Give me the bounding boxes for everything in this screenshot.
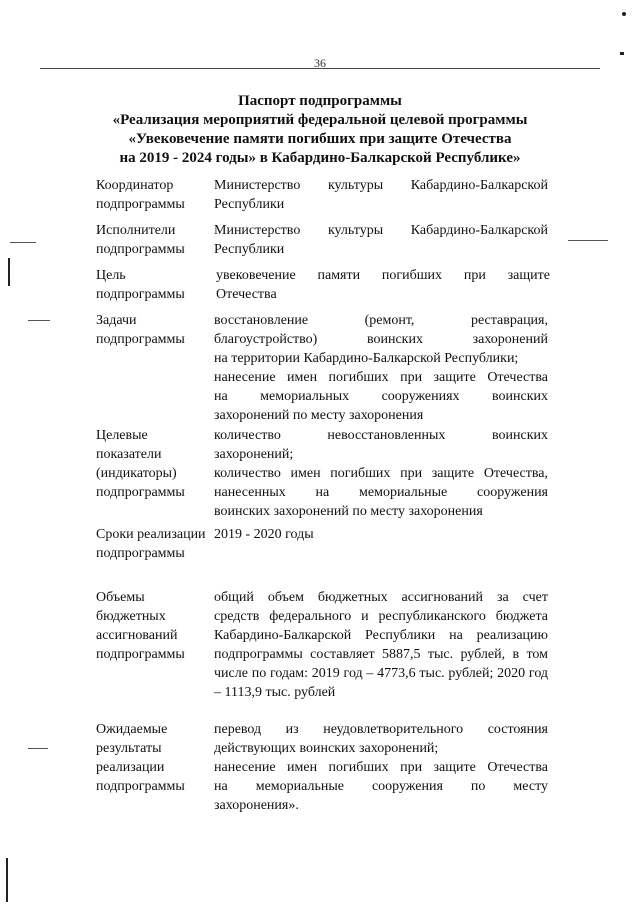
row-label: Целевые показатели (индикаторы) подпрограммы — [96, 428, 185, 500]
content-line: благоустройство) воинских захоронений — [214, 332, 548, 347]
row-label: Сроки реализации подпрограммы — [96, 527, 206, 561]
content-line: на мемориальные сооружения по месту — [214, 779, 548, 794]
content-line: увековечение памяти погибших при защите — [216, 268, 550, 283]
content-line: на территории Кабардино-Балкарской Республики; — [214, 351, 519, 366]
content-line: Отечества — [216, 287, 277, 302]
title-line: «Реализация мероприятий федеральной целевой программы — [112, 112, 528, 128]
content-line: Кабардино-Балкарской Республики на реализацию — [214, 628, 548, 643]
content-line: нанесение имен погибших при защите Отечества — [214, 370, 548, 385]
title-line: Паспорт подпрограммы — [238, 93, 402, 109]
row-label: Исполнители подпрограммы — [96, 223, 185, 257]
content-line: средств федерального и республиканского бюджета — [214, 609, 548, 624]
row-content — [214, 720, 548, 815]
scan-edge-bar-left — [8, 258, 10, 286]
content-line: 2020 год – 1113,9 тыс. рублей — [214, 666, 549, 700]
content-line: Республики — [214, 197, 285, 212]
content-line: 2019 год – 4773,6 тыс. рублей; — [311, 666, 494, 681]
scan-mark-top-right-2 — [620, 52, 624, 55]
row-label: Цель подпрограммы — [96, 268, 185, 302]
top-rule — [40, 68, 600, 69]
content-line: количество имен погибших при защите Отечества, — [214, 466, 548, 481]
row-content — [214, 426, 548, 521]
scan-edge-line-left-2 — [28, 320, 50, 321]
document-title — [60, 92, 580, 168]
row-content — [214, 588, 548, 702]
content-line: числе по годам: — [214, 666, 309, 681]
row-content — [216, 266, 550, 304]
title-line: «Увековечение памяти погибших при защите Отечества — [128, 131, 512, 147]
scan-edge-line-left-3 — [28, 748, 48, 749]
row-label: Задачи подпрограммы — [96, 313, 185, 347]
content-line: общий объем бюджетных ассигнований за счет — [214, 590, 548, 605]
row-label: Координатор подпрограммы — [96, 178, 185, 212]
content-line: захоронений по месту захоронения — [214, 408, 424, 423]
row-label: Ожидаемые результаты реализации подпрограммы — [96, 722, 185, 794]
content-line: перевод из неудовлетворительного состояния — [214, 722, 548, 737]
content-line: Министерство культуры Кабардино-Балкарской — [214, 178, 548, 193]
content-line: захоронения». — [214, 798, 299, 813]
content-line: нанесение имен погибших при защите Отечества — [214, 760, 548, 775]
content-line: подпрограммы составляет 5887,5 тыс. рублей, в том — [214, 647, 548, 662]
scan-edge-line-right — [568, 240, 608, 241]
row-content — [214, 176, 548, 214]
content-line: 2019 - 2020 годы — [214, 527, 314, 542]
content-line: действующих воинских захоронений; — [214, 741, 439, 756]
content-line: восстановление (ремонт, реставрация, — [214, 313, 548, 328]
content-line: нанесенных на мемориальные сооружения — [214, 485, 548, 500]
page-number: 36 — [314, 56, 326, 70]
content-line: Республики — [214, 242, 285, 257]
title-line: на 2019 - 2024 годы» в Кабардино-Балкарской Республике» — [119, 150, 521, 166]
scan-edge-line-left — [10, 242, 36, 243]
scan-mark-top-right — [622, 12, 626, 16]
row-label: Объемы бюджетных ассигнований подпрограммы — [96, 590, 185, 662]
row-content — [214, 525, 548, 544]
content-line: на мемориальных сооружениях воинских — [214, 389, 548, 404]
content-line: Министерство культуры Кабардино-Балкарской — [214, 223, 548, 238]
scan-edge-bar-left-2 — [6, 858, 8, 902]
content-line: количество невосстановленных воинских — [214, 428, 548, 443]
row-content — [214, 311, 548, 425]
content-line: воинских захоронений по месту захоронения — [214, 504, 483, 519]
content-line: захоронений; — [214, 447, 294, 462]
row-content — [214, 221, 548, 259]
